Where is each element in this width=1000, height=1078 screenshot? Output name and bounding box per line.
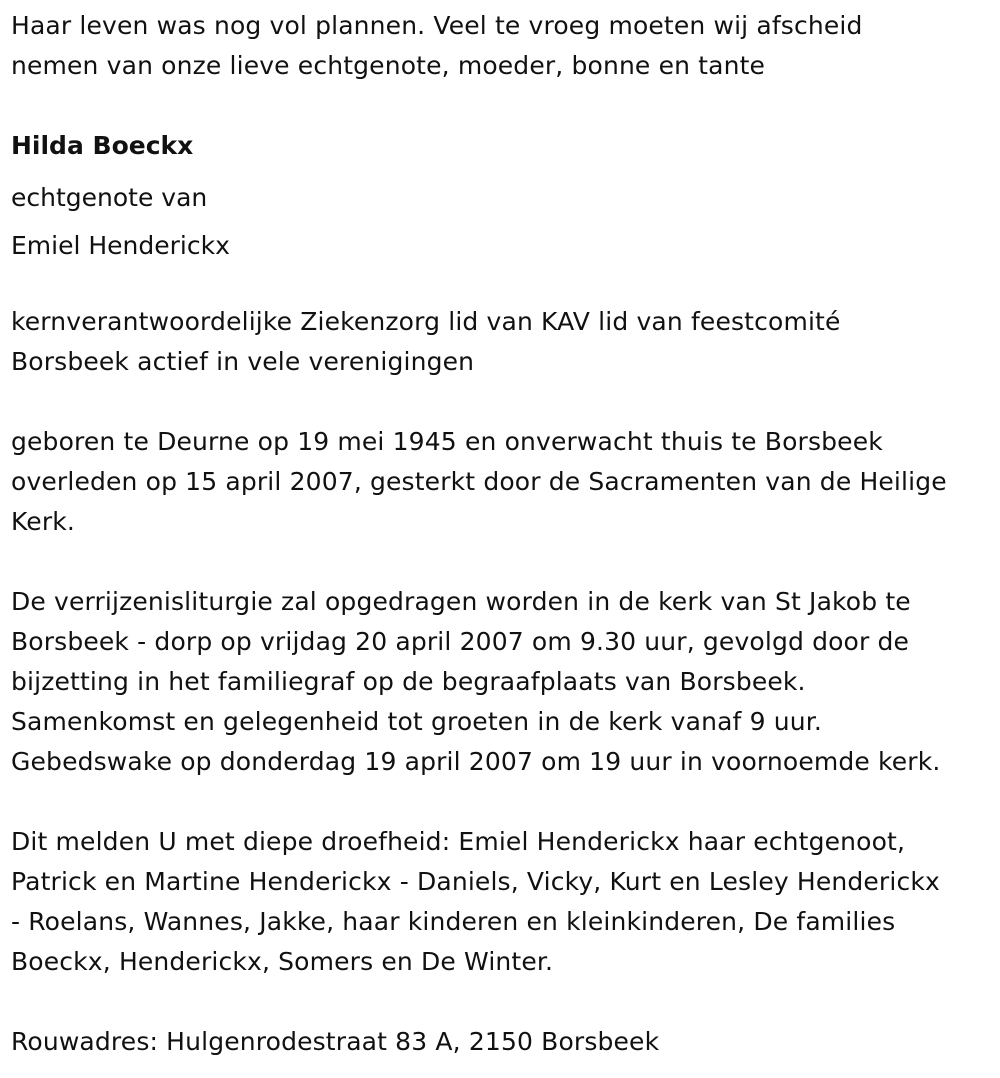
- address-text: Rouwadres: Hulgenrodestraat 83 A, 2150 Borsbeek: [11, 1027, 660, 1056]
- spacer: [11, 782, 996, 822]
- spouse-name: Emiel Henderickx: [11, 231, 230, 260]
- spacer: [11, 542, 996, 582]
- birth-death-text: geboren te Deurne op 19 mei 1945 en onverwacht thuis te Borsbeek overleden op 15 april 2007, gesterkt door de Sacramenten van de Heilige Kerk.: [11, 427, 947, 536]
- deceased-name: Hilda Boeckx: [11, 131, 194, 160]
- obituary-notice: [11, 6, 996, 1062]
- spacer: [11, 382, 996, 422]
- ceremony-text: De verrijzenisliturgie zal opgedragen worden in de kerk van St Jakob te Borsbeek - dorp op vrijdag 20 april 2007 om 9.30 uur, gevolgd door de bijzetting in het familiegraf op de begraafplaats van Borsbeek. Samenkomst en gelegenheid tot groeten in de kerk vanaf 9 uur. Gebedswake op donderdag 19 april 2007 om 19 uur in voornoemde kerk.: [11, 587, 941, 776]
- family-text: Dit melden U met diepe droefheid: Emiel Henderickx haar echtgenoot, Patrick en Martine Henderickx - Daniels, Vicky, Kurt en Lesley Henderickx - Roelans, Wannes, Jakke, haar kinderen en kleinkinderen, De families Boeckx, Henderickx, Somers en De Winter.: [11, 827, 940, 976]
- spacer: [11, 270, 996, 302]
- spacer: [11, 982, 996, 1022]
- intro-text: Haar leven was nog vol plannen. Veel te vroeg moeten wij afscheid nemen van onze lieve echtgenote, moeder, bonne en tante: [11, 11, 863, 80]
- relation-label: echtgenote van: [11, 183, 208, 212]
- activities-text: kernverantwoordelijke Ziekenzorg lid van KAV lid van feestcomité Borsbeek actief in vele verenigingen: [11, 307, 841, 376]
